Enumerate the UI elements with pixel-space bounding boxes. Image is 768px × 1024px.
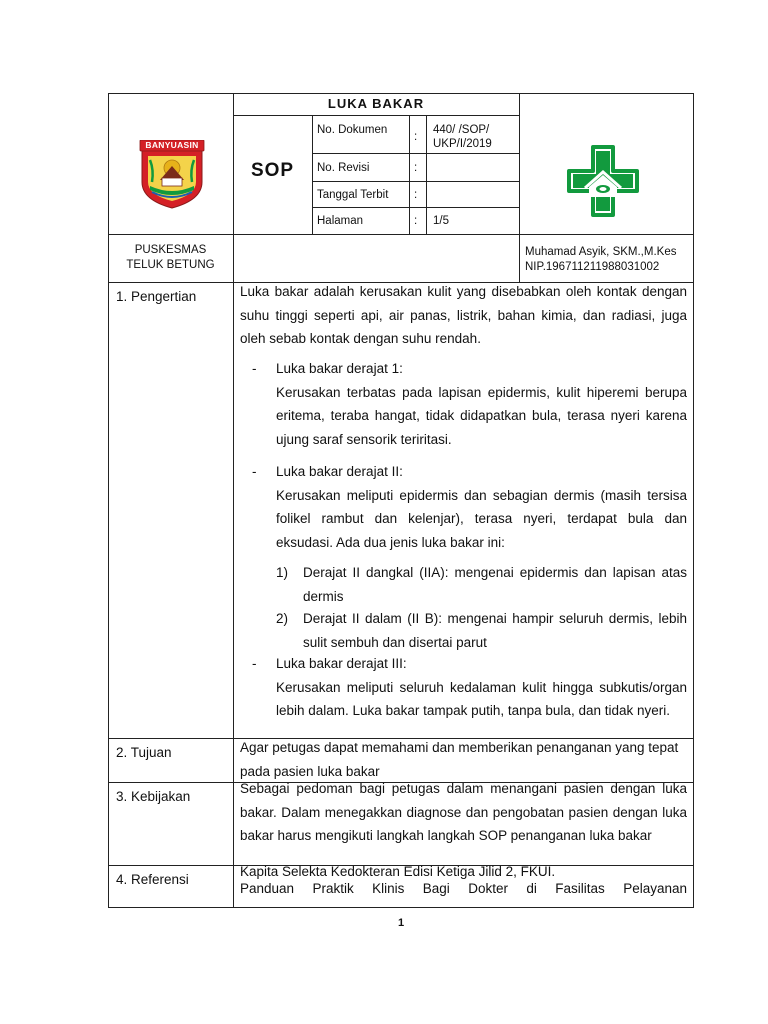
sop-column-border [312,115,313,234]
meta-sep-tanggal-terbit: : [414,189,418,201]
signer-name: Muhamad Asyik, SKM.,M.Kes [525,246,677,258]
derajat-2-item-2-num: 2) [276,611,289,626]
bullet-derajat-1: - [252,361,257,376]
derajat-1-block [276,357,687,451]
sop-label: SOP [250,160,295,181]
pengertian-intro-text: Luka bakar adalah kerusakan kulit yang disebabkan oleh kontak dengan suhu tinggi seperti api, air panas, listrik, bahan kimia, dan radiasi, juga oleh sebab kontak dengan suhu rendah. [240,284,687,346]
header-bottom-border [108,234,694,235]
logo-column-border [519,93,520,282]
bullet-derajat-3: - [252,656,257,671]
signer-nip: NIP.196711211988031002 [525,261,660,273]
signer-block [525,245,676,275]
meta-row-border-2 [312,181,519,182]
section-label-referensi: 4. Referensi [116,872,189,887]
meta-row-border-3 [312,207,519,208]
pengertian-intro [240,280,687,351]
banyuasin-logo-text: BANYUASIN [145,140,199,150]
table-bottom-border [108,907,694,908]
derajat-2-desc: Kerusakan meliputi epidermis dan sebagian dermis (masih tersisa folikel rambut dan kelenjar), terasa nyeri, terdapat bula dan eksudasi. Ada dua jenis luka bakar ini: [276,487,687,550]
referensi-block [240,863,687,897]
derajat-2-item-2-text: Derajat II dalam (II B): mengenai hampir seluruh dermis, lebih sulit sembuh dan disertai parut [303,611,687,650]
meta-label-no-revisi: No. Revisi [317,162,370,174]
kebijakan-text: Sebagai pedoman bagi petugas dalam menangani pasien dengan luka bakar. Dalam menegakkan diagnose dan pengobatan pasien dengan luka bakar harus mengikuti langkah langkah SOP penanganan luka bakar [240,781,687,843]
meta-sep-no-revisi: : [414,162,418,174]
document-title: LUKA BAKAR [327,96,425,111]
section-label-pengertian: 1. Pengertian [116,289,197,304]
meta-label-tanggal-terbit: Tanggal Terbit [317,189,389,201]
puskesmas-name-line2: TELUK BETUNG [126,259,215,271]
meta-label-no-dokumen: No. Dokumen [317,124,388,136]
meta-label-halaman: Halaman [317,215,364,227]
page-number: 1 [397,917,405,929]
meta-sep-right-border [426,115,427,234]
derajat-3-block [276,652,687,723]
meta-sep-no-dokumen: : [414,131,418,143]
meta-value-no-dokumen: 440/ /SOP/ UKP/I/2019 [433,124,492,150]
referensi-item-1: Kapita Selekta Kedokteran Edisi Ketiga Jilid 2, FKUI. [240,864,556,879]
tujuan-text: Agar petugas dapat memahami dan memberikan penanganan yang tepat pada pasien luka bakar [240,740,679,779]
derajat-1-title: Luka bakar derajat 1: [276,361,403,376]
puskesmas-name-line1: PUSKESMAS [134,244,207,256]
meta-value-halaman: 1/5 [433,215,449,227]
table-left-border [108,93,109,907]
referensi-item-2: Panduan Praktik Klinis Bagi Dokter di Fasilitas Pelayanan [240,881,687,896]
section-label-kebijakan: 3. Kebijakan [116,789,191,804]
derajat-3-desc: Kerusakan meliputi seluruh kedalaman kulit hingga subkutis/organ lebih dalam. Luka bakar tampak putih, tanpa bula, dan tidak nyeri. [276,679,687,718]
health-cross-icon [567,145,639,217]
meta-row-border-1 [312,153,519,154]
derajat-2-block [276,460,687,554]
section-label-tujuan: 2. Tujuan [116,745,172,760]
derajat-2-title: Luka bakar derajat II: [276,464,403,479]
puskesmas-name [108,243,233,273]
table-right-border [693,93,694,907]
banyuasin-logo [138,140,206,210]
meta-sep-halaman: : [414,215,418,227]
derajat-1-desc: Kerusakan terbatas pada lapisan epidermis, kulit hiperemi berupa eritema, teraba hangat, tidak didapatkan bula, terasa nyeri karena ujung saraf sensorik teriritasi. [276,384,687,447]
derajat-2-item-1-num: 1) [276,565,289,580]
derajat-2-item-1-text: Derajat II dangkal (IIA): mengenai epidermis dan lapisan atas dermis [303,565,687,604]
bullet-derajat-2: - [252,464,257,479]
derajat-3-title: Luka bakar derajat III: [276,656,407,671]
puskesmas-logo [567,145,639,222]
meta-sep-left-border [409,115,410,234]
